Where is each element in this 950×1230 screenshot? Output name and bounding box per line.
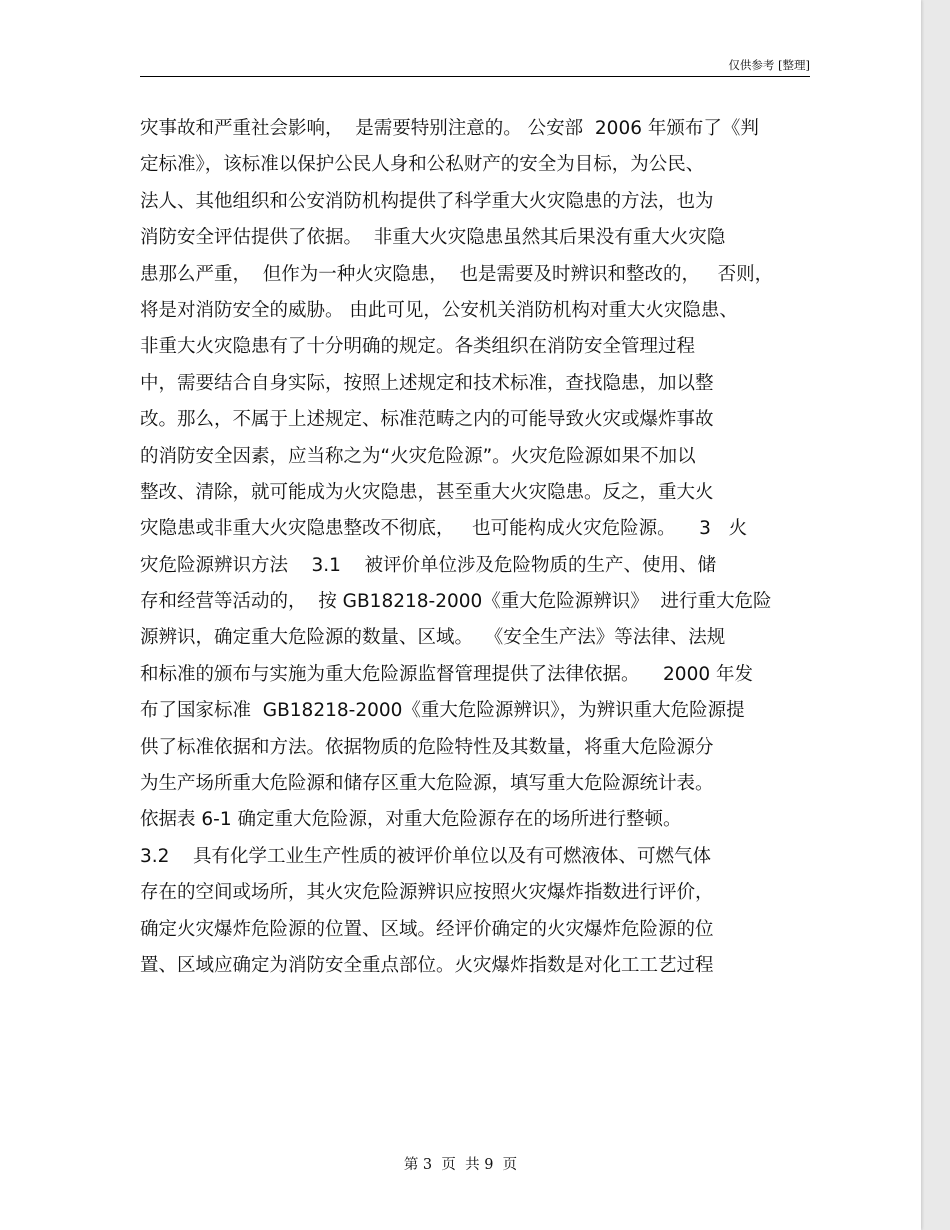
text-line: 法人、其他组织和公安消防机构提供了科学重大火灾隐患的方法，也为 <box>140 190 714 212</box>
text-line: 的消防安全因素，应当称之为“火灾危险源”。火灾危险源如果不加以 <box>140 445 696 467</box>
text-line: 为生产场所重大危险源和储存区重大危险源，填写重大危险源统计表。 <box>140 773 714 795</box>
text-line: 定标准》，该标准以保护公民人身和公私财产的安全为目标，为公民、 <box>140 154 705 176</box>
text-line: 患那么严重， 但作为一种火灾隐患， 也是需要及时辨识和整改的， 否则， <box>140 263 774 285</box>
text-line: 中，需要结合自身实际，按照上述规定和技术标准，查找隐患，加以整 <box>140 372 714 394</box>
text-line: 供了标准依据和方法。依据物质的危险特性及其数量，将重大危险源分 <box>140 736 714 758</box>
header-note: 仅供参考 [整理] <box>728 58 810 72</box>
text-line: 灾危险源辨识方法 3.1 被评价单位涉及危险物质的生产、使用、储 <box>140 554 716 576</box>
text-line: 确定火灾爆炸危险源的位置、区域。经评价确定的火灾爆炸危险源的位 <box>140 918 714 940</box>
text-line: 依据表 6-1 确定重大危险源，对重大危险源存在的场所进行整顿。 <box>140 809 682 831</box>
text-line: 存在的空间或场所，其火灾危险源辨识应按照火灾爆炸指数进行评价， <box>140 882 714 904</box>
text-line: 和标准的颁布与实施为重大危险源监督管理提供了法律依据。 2000 年发 <box>140 663 753 685</box>
text-line: 灾事故和严重社会影响， 是需要特别注意的。 公安部 2006 年颁布了《判 <box>140 118 759 139</box>
page-number-footer: 第 3 页 共 9 页 <box>403 1157 518 1173</box>
text-line: 布了国家标准 GB18218-2000《重大危险源辨识》，为辨识重大危险源提 <box>140 700 745 722</box>
text-line: 置、区域应确定为消防安全重点部位。火灾爆炸指数是对化工工艺过程 <box>140 954 714 976</box>
text-line: 3.2 具有化学工业生产性质的被评价单位以及有可燃液体、可燃气体 <box>140 845 711 867</box>
text-line: 消防安全评估提供了依据。 非重大火灾隐患虽然其后果没有重大火灾隐 <box>140 227 726 249</box>
text-line: 源辨识，确定重大危险源的数量、区域。 《安全生产法》等法律、法规 <box>140 627 726 649</box>
text-line: 灾隐患或非重大火灾隐患整改不彻底， 也可能构成火灾危险源。 3 火 <box>140 518 748 540</box>
text-line: 非重大火灾隐患有了十分明确的规定。各类组织在消防安全管理过程 <box>140 336 696 358</box>
text-line: 将是对消防安全的威胁。 由此可见，公安机关消防机构对重大火灾隐患、 <box>140 299 738 321</box>
text-line: 整改、清除，就可能成为火灾隐患，甚至重大火灾隐患。反之，重大火 <box>140 481 714 503</box>
body-text <box>140 114 820 987</box>
text-line: 存和经营等活动的， 按 GB18218-2000《重大危险源辨识》 进行重大危险 <box>140 591 772 613</box>
page-header <box>140 56 810 77</box>
text-line: 改。那么，不属于上述规定、标准范畴之内的可能导致火灾或爆炸事故 <box>140 409 714 431</box>
